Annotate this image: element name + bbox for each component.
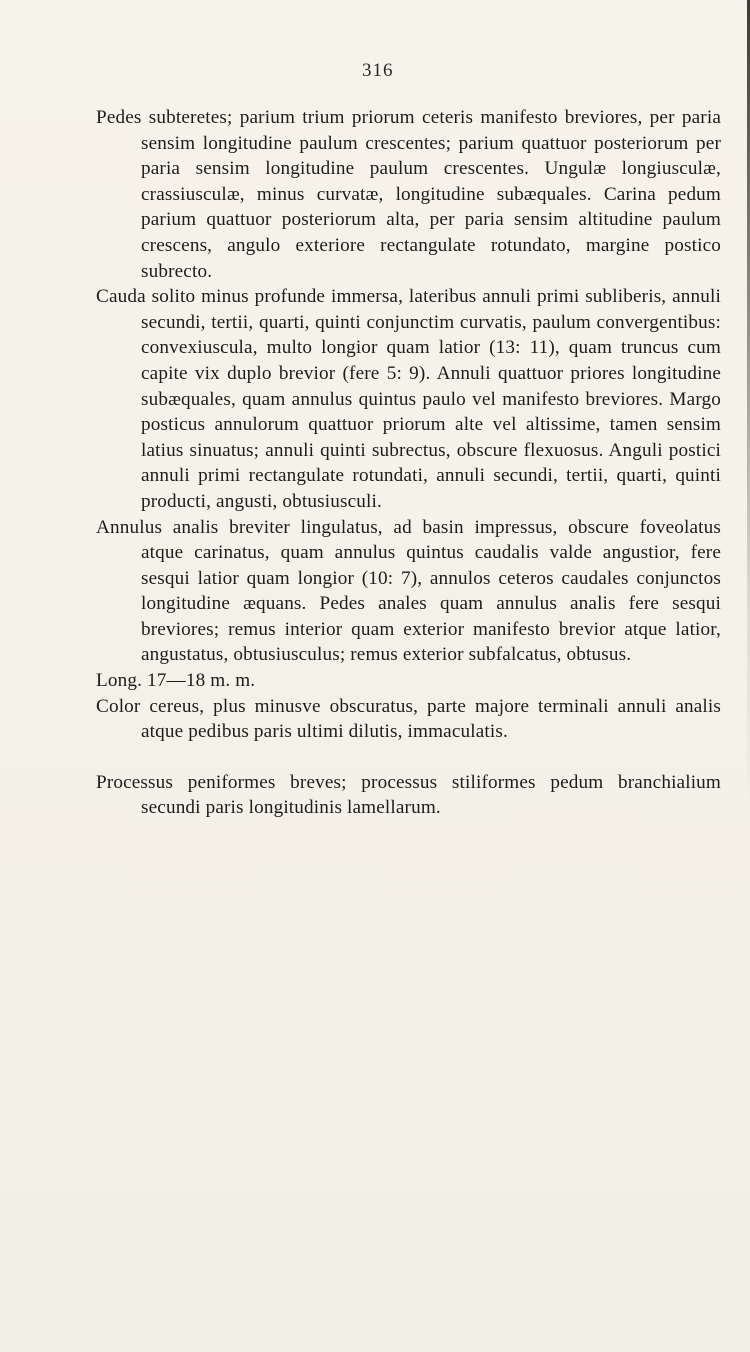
body-text: [96, 105, 721, 821]
paragraph-cauda: Cauda solito minus profunde immersa, lateribus annuli primi subliberis, annuli secundi, tertii, quarti, quinti conjunctim curvatis, paulum convergentibus: convexiuscula, multo longior quam latior (13: 11), quam truncus cum capite vix duplo brevior (fere 5: 9). Annuli quattuor priores longitudine subæquales, quam annulus quintus paulo vel manifesto breviores. Margo posticus annulorum quattuor priorum alte vel altissime, tamen sensim latius sinuatus; annuli quinti subrectus, obscure flexuosus. Anguli postici annuli primi rectangulate rotundati, annuli secundi, tertii, quarti, quinti producti, angusti, obtusiusculi.: [96, 286, 721, 512]
paragraph-annulus-analis: Annulus analis breviter lingulatus, ad basin impressus, obscure foveolatus atque carinatus, quam annulus quintus caudalis valde angustior, fere sesqui latior quam longior (10: 7), annulos ceteros caudales conjunctos longitudine æquans. Pedes anales quam annulus analis fere sesqui breviores; remus interior quam exterior manifesto brevior atque latior, angustatus, obtusiusculus; remus exterior subfalcatus, obtusus.: [96, 516, 721, 666]
paragraph-pedes: Pedes subteretes; parium trium priorum ceteris manifesto breviores, per paria sensim longitudine paulum crescentes; parium quattuor posteriorum per paria sensim longitudine paulum crescentes. Ungulæ longiusculæ, crassiusculæ, minus curvatæ, longitudine subæquales. Carina pedum parium quattuor posteriorum alta, per paria sensim altitudine paulum crescens, angulo exteriore rectangulate rotundato, margine postico subrecto.: [96, 107, 721, 282]
page-number: 316: [362, 60, 394, 81]
paragraph-color: Color cereus, plus minusve obscuratus, parte majore terminali annuli analis atque pedibus paris ultimi dilutis, immaculatis.: [96, 695, 721, 743]
paragraph-longitudo: Long. 17—18 m. m.: [96, 670, 256, 692]
paragraph-gap: [96, 745, 721, 770]
paragraph-processus: Processus peniformes breves; processus stiliformes pedum branchialium secundi paris longitudinis lamellarum.: [96, 771, 721, 819]
